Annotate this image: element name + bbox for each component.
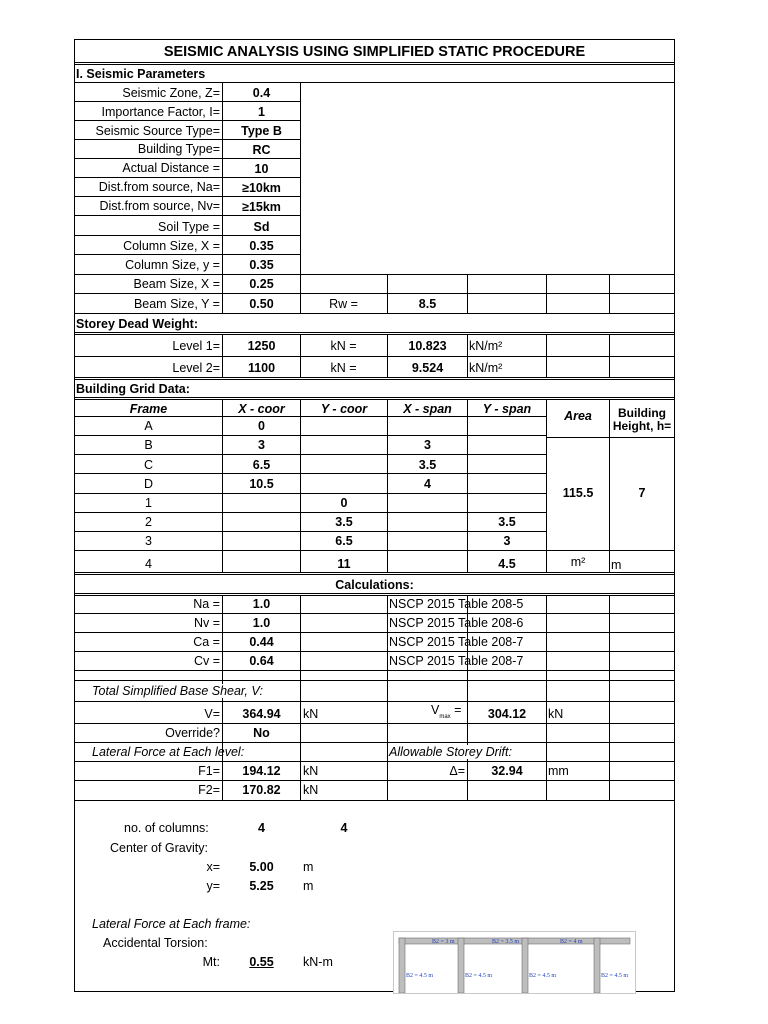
vmax-value: 304.12 — [487, 707, 527, 721]
grid-cell-frame: B — [144, 438, 153, 452]
height-value: 7 — [638, 486, 646, 500]
level-pressure-unit: kN/m² — [469, 339, 503, 353]
frame-diagram-svg — [394, 932, 635, 993]
cog-label: Center of Gravity: — [110, 841, 208, 855]
section-grid: Building Grid Data: — [76, 382, 190, 396]
grid-cell-y: 6.5 — [335, 534, 353, 548]
column-label: B2 = 4.5 m — [465, 973, 493, 979]
grid-cell-y-span: 3.5 — [498, 515, 516, 529]
override-value[interactable]: No — [253, 726, 270, 740]
calc-ref: NSCP 2015 Table 208-7 — [389, 635, 524, 649]
calc-value: 0.44 — [249, 635, 274, 649]
drift-value: 32.94 — [491, 764, 523, 778]
f1-unit: kN — [303, 764, 319, 778]
grid-cell-frame: 2 — [145, 515, 152, 529]
drift-title: Allowable Storey Drift: — [389, 745, 512, 759]
calc-value: 1.0 — [252, 616, 271, 630]
calc-label: Na = — [193, 597, 220, 611]
grid-cell-frame: 3 — [145, 534, 152, 548]
level-pressure-unit: kN/m² — [469, 361, 503, 375]
param-value: Type B — [241, 124, 282, 138]
column-label: B2 = 4.5 m — [406, 973, 434, 979]
level-weight: 1100 — [247, 361, 276, 375]
columns-x: 4 — [258, 821, 265, 835]
beam-label: B2 = 4 m — [560, 939, 583, 945]
grid-cell-frame: A — [144, 419, 153, 433]
vmax-label: $V_{max}$ = — [431, 703, 462, 720]
f2-unit: kN — [303, 783, 319, 797]
vmax-unit: kN — [548, 707, 564, 721]
param-value: 1 — [258, 105, 265, 119]
param-value: Sd — [253, 220, 270, 234]
calc-ref: NSCP 2015 Table 208-6 — [389, 616, 524, 630]
grid-cell-frame: 4 — [145, 557, 152, 571]
column-2 — [458, 938, 464, 993]
border-right — [674, 39, 675, 992]
area-value: 115.5 — [562, 486, 594, 500]
param-value: 10 — [254, 162, 269, 176]
grid-cell-x: 10.5 — [249, 477, 274, 491]
columns-y: 4 — [340, 821, 348, 835]
mt-unit: kN-m — [303, 955, 333, 969]
height-unit: m — [611, 558, 622, 572]
level-label: Level 2= — [172, 361, 220, 375]
col-header-height-1: Building — [618, 406, 666, 420]
cog-y-unit: m — [303, 879, 314, 893]
sheet-title: SEISMIC ANALYSIS USING SIMPLIFIED STATIC PROCEDURE — [163, 44, 586, 60]
f2-value: 170.82 — [242, 783, 281, 797]
column-label: B2 = 4.5 m — [529, 973, 557, 979]
column-1 — [399, 938, 405, 993]
param-label: Seismic Zone, Z= — [122, 86, 220, 100]
level-label: Level 1= — [172, 339, 220, 353]
grid-cell-frame: C — [143, 458, 154, 472]
calc-label: Ca = — [193, 635, 220, 649]
param-label: Beam Size, X = — [133, 277, 220, 291]
mt-value: 0.55 — [249, 955, 274, 969]
calc-value: 0.64 — [249, 654, 274, 668]
grid-cell-frame: 1 — [145, 496, 152, 510]
column-3 — [522, 938, 528, 993]
param-label: Dist.from source, Na= — [98, 180, 220, 194]
param-value: 0.4 — [252, 86, 271, 100]
grid-cell-y: 0 — [340, 496, 348, 510]
calc-value: 1.0 — [252, 597, 271, 611]
torsion-label: Accidental Torsion: — [103, 936, 208, 950]
col-header-frame: Frame — [129, 402, 168, 416]
level-pressure: 9.524 — [411, 361, 444, 375]
beam-label: B2 = 3 m — [432, 939, 455, 945]
columns-label: no. of columns: — [124, 821, 209, 835]
beam-label: B2 = 3.5 m — [492, 939, 520, 945]
grid-cell-x: 3 — [258, 438, 265, 452]
param-value: 0.25 — [249, 277, 274, 291]
mt-label: Mt: — [202, 955, 220, 969]
grid-cell-x: 0 — [258, 419, 265, 433]
section-seismic-params: I. Seismic Parameters — [76, 67, 206, 81]
grid-cell-frame: D — [143, 477, 154, 491]
drift-unit: mm — [548, 764, 569, 778]
f1-label: F1= — [198, 764, 220, 778]
rw-label: Rw = — [329, 297, 358, 311]
grid-cell-y-span: 4.5 — [498, 557, 516, 571]
rw-value: 8.5 — [418, 297, 437, 311]
cog-x-value: 5.00 — [249, 860, 274, 874]
v-label: V= — [204, 707, 220, 721]
level-unit: kN = — [330, 361, 357, 375]
level-weight: 1250 — [247, 339, 276, 353]
param-label: Column Size, X = — [123, 239, 220, 253]
grid-cell-x-span: 4 — [424, 477, 431, 491]
param-value: RC — [252, 143, 271, 157]
param-value: 0.35 — [249, 239, 274, 253]
grid-cell-x-span: 3.5 — [418, 458, 437, 472]
col-header-y-span: Y - span — [482, 402, 532, 416]
frame-diagram — [393, 931, 636, 994]
col-header-height-2: Height, h= — [612, 419, 672, 433]
cog-y-value: 5.25 — [249, 879, 274, 893]
param-value: 0.50 — [249, 297, 274, 311]
section-calculations: Calculations: — [335, 578, 414, 592]
calc-ref: NSCP 2015 Table 208-7 — [389, 654, 524, 668]
section-dead-weight: Storey Dead Weight: — [76, 317, 199, 331]
override-label: Override? — [165, 726, 220, 740]
param-label: Beam Size, Y = — [133, 297, 220, 311]
v-unit: kN — [303, 707, 319, 721]
param-label: Dist.from source, Nv= — [99, 199, 220, 213]
col-header-area: Area — [564, 409, 592, 423]
param-value: ≥10km — [242, 181, 281, 195]
column-label: B2 = 4.5 m — [601, 973, 629, 979]
calc-label: Nv = — [193, 616, 220, 630]
drift-label: Δ= — [449, 764, 465, 778]
col-header-x-coor: X - coor — [238, 402, 285, 416]
grid-cell-y: 11 — [337, 557, 351, 571]
cog-x-label: x= — [206, 860, 220, 874]
grid-cell-y: 3.5 — [335, 515, 353, 529]
param-label: Seismic Source Type= — [95, 124, 220, 138]
param-value: 0.35 — [249, 258, 274, 272]
cog-x-unit: m — [303, 860, 314, 874]
param-label: Column Size, y = — [125, 258, 220, 272]
param-label: Soil Type = — [158, 220, 220, 234]
lateral-level-title: Lateral Force at Each level: — [92, 745, 245, 759]
col-header-y-coor: Y - coor — [320, 402, 368, 416]
param-label: Building Type= — [137, 142, 220, 156]
area-unit: m² — [570, 555, 586, 569]
param-label: Actual Distance = — [122, 161, 220, 175]
cog-y-label: y= — [206, 879, 220, 893]
column-4 — [594, 938, 600, 993]
param-label: Importance Factor, I= — [101, 105, 220, 119]
col-header-x-span: X - span — [403, 402, 452, 416]
border-top — [74, 39, 675, 40]
lateral-frame-title: Lateral Force at Each frame: — [92, 917, 251, 931]
base-shear-title: Total Simplified Base Shear, V: — [92, 684, 263, 698]
f1-value: 194.12 — [242, 764, 281, 778]
calc-ref: NSCP 2015 Table 208-5 — [389, 597, 524, 611]
grid-cell-x: 6.5 — [252, 458, 271, 472]
grid-cell-x-span: 3 — [424, 438, 431, 452]
v-value: 364.94 — [242, 707, 281, 721]
grid-cell-y-span: 3 — [503, 534, 511, 548]
param-value: ≥15km — [242, 200, 281, 214]
level-unit: kN = — [330, 339, 357, 353]
calc-label: Cv = — [193, 654, 220, 668]
level-pressure: 10.823 — [408, 339, 447, 353]
f2-label: F2= — [198, 783, 220, 797]
